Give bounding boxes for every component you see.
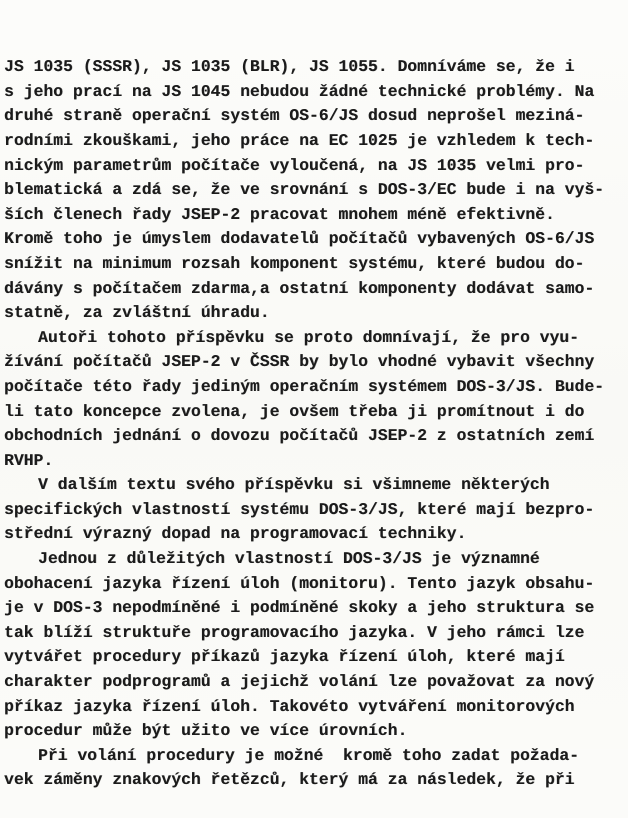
text-line: počítače této řady jediným operačním systémem DOS-3/JS. Bude- <box>4 376 604 396</box>
text-line: nickým parametrům počítače vyloučená, na JS 1035 velmi pro- <box>4 155 585 175</box>
text-line: RVHP. <box>4 450 54 470</box>
text-line: li tato koncepce zvolena, je ovšem třeba ji promítnout i do <box>4 401 585 421</box>
text-line: rodními zkouškami, jeho práce na EC 1025 je vzhledem k tech- <box>4 130 595 150</box>
text-line: vek záměny znakových řetězců, který má za následek, že při <box>4 770 575 790</box>
text-line: dávány s počítačem zdarma,a ostatní komponenty dodávat samo- <box>4 278 595 298</box>
text-line: příkaz jazyka řízení úloh. Takovéto vytváření monitorových <box>4 696 575 716</box>
text-line: Jednou z důležitých vlastností DOS-3/JS je významné <box>38 549 540 569</box>
text-line: blematická a zdá se, že ve srovnání s DOS-3/EC bude i na vyš- <box>4 180 604 200</box>
text-line: žívání počítačů JSEP-2 v ČSSR by bylo vhodné vybavit všechny <box>4 352 595 372</box>
text-line: tak blíží struktuře programovacího jazyka. V jeho rámci lze <box>4 622 585 642</box>
text-line: procedur může být užito ve více úrovních. <box>4 721 408 741</box>
text-line: s jeho prací na JS 1045 nebudou žádné technické problémy. Na <box>4 81 595 101</box>
text-line: obchodních jednání o dovozu počítačů JSEP-2 z ostatních zemí <box>4 426 595 446</box>
text-line: JS 1035 (SSSR), JS 1035 (BLR), JS 1055. Domníváme se, že i <box>4 57 575 77</box>
text-line: V dalším textu svého příspěvku si všimneme některých <box>38 475 550 495</box>
text-line: Kromě toho je úmyslem dodavatelů počítačů vybavených OS-6/JS <box>4 229 595 249</box>
text-line: specifických vlastností systému DOS-3/JS, které mají bezpro- <box>4 499 595 519</box>
text-line: je v DOS-3 nepodmíněné i podmíněné skoky a jeho struktura se <box>4 598 595 618</box>
text-line: obohacení jazyka řízení úloh (monitoru). Tento jazyk obsahu- <box>4 573 595 593</box>
text-line: Při volání procedury je možné kromě toho zadat požada- <box>38 745 579 765</box>
text-line: vytvářet procedury příkazů jazyka řízení úloh, které mají <box>4 647 565 667</box>
text-line: charakter podprogramů a jejichž volání lze považovat za nový <box>4 672 595 692</box>
text-line: střední výrazný dopad na programovací techniky. <box>4 524 467 544</box>
text-line: statně, za zvláštní úhradu. <box>4 303 270 323</box>
text-line: ších členech řady JSEP-2 pracovat mnohem méně efektivně. <box>4 204 555 224</box>
document-text-body <box>4 55 626 793</box>
text-line: snížit na minimum rozsah komponent systému, které budou do- <box>4 253 585 273</box>
text-line: Autoři tohoto příspěvku se proto domnívají, že pro vyu- <box>38 327 579 347</box>
text-line: druhé straně operační systém OS-6/JS dosud neprošel meziná- <box>4 106 585 126</box>
